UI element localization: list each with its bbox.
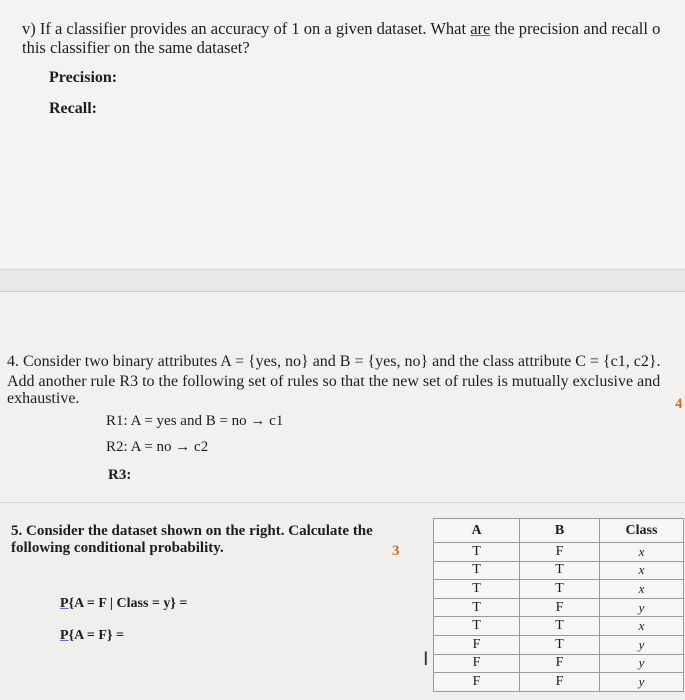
dataset-table	[433, 518, 684, 692]
cell-b: T	[520, 561, 600, 580]
cell-class: y	[600, 654, 684, 673]
table-row	[434, 635, 684, 654]
cell-b: T	[520, 617, 600, 636]
cell-a: F	[434, 635, 520, 654]
header-a: A	[434, 519, 520, 543]
header-b: B	[520, 519, 600, 543]
cell-a: T	[434, 598, 520, 617]
cell-a: F	[434, 654, 520, 673]
cell-b: F	[520, 543, 600, 562]
cell-b: F	[520, 673, 600, 692]
underlined-word: are	[470, 19, 491, 38]
precision-label: Precision:	[49, 69, 118, 86]
question-v-text-line2: this classifier on the same dataset?	[22, 38, 250, 57]
text-cursor-icon: I	[423, 648, 429, 670]
question-4-panel	[0, 292, 685, 502]
table-row	[434, 673, 684, 692]
rule-r3-answer-label: R3:	[108, 467, 132, 483]
cell-b: F	[520, 654, 600, 673]
table-row	[434, 617, 684, 636]
cell-a: T	[434, 580, 520, 599]
cell-class: x	[600, 561, 684, 580]
recall-label: Recall:	[49, 100, 97, 117]
question-v-text-line1: v) If a classifier provides an accuracy of 1 on a given dataset. What are the precision and recall o	[22, 19, 661, 38]
cell-class: y	[600, 635, 684, 654]
cell-a: T	[434, 561, 520, 580]
table-row	[434, 561, 684, 580]
rule-r2: R2: A = no → c2	[106, 439, 209, 455]
question-4-points: 4	[675, 396, 683, 412]
question-5-text-line1: 5. Consider the dataset shown on the right. Calculate the	[11, 523, 373, 539]
cell-b: F	[520, 598, 600, 617]
rule-r1: R1: A = yes and B = no → c1	[106, 413, 284, 429]
question-4-text-line2: Add another rule R3 to the following set of rules so that the new set of rules is mutually exclusive and	[7, 373, 661, 390]
marginal-probability-prompt: P{A = F} =	[60, 628, 124, 643]
cell-class: x	[600, 617, 684, 636]
table-row	[434, 598, 684, 617]
question-4-text-line3: exhaustive.	[7, 390, 80, 407]
cell-class: y	[600, 673, 684, 692]
question-5-text-line2: following conditional probability.	[11, 540, 224, 556]
cell-class: x	[600, 543, 684, 562]
table-header-row	[434, 519, 684, 543]
cell-b: T	[520, 580, 600, 599]
question-4-text-line1: 4. Consider two binary attributes A = {yes, no} and B = {yes, no} and the class attribute C = {c1, c2}.	[7, 353, 661, 370]
cell-a: F	[434, 673, 520, 692]
section-divider	[0, 270, 685, 292]
conditional-probability-prompt: P{A = F | Class = y} =	[60, 596, 188, 611]
question-5-points: 3	[392, 543, 400, 559]
table-row	[434, 580, 684, 599]
cell-class: y	[600, 598, 684, 617]
table-body	[434, 543, 684, 692]
cell-b: T	[520, 635, 600, 654]
cell-class: x	[600, 580, 684, 599]
header-class: Class	[600, 519, 684, 543]
table-row	[434, 543, 684, 562]
cell-a: T	[434, 543, 520, 562]
cell-a: T	[434, 617, 520, 636]
table-row	[434, 654, 684, 673]
